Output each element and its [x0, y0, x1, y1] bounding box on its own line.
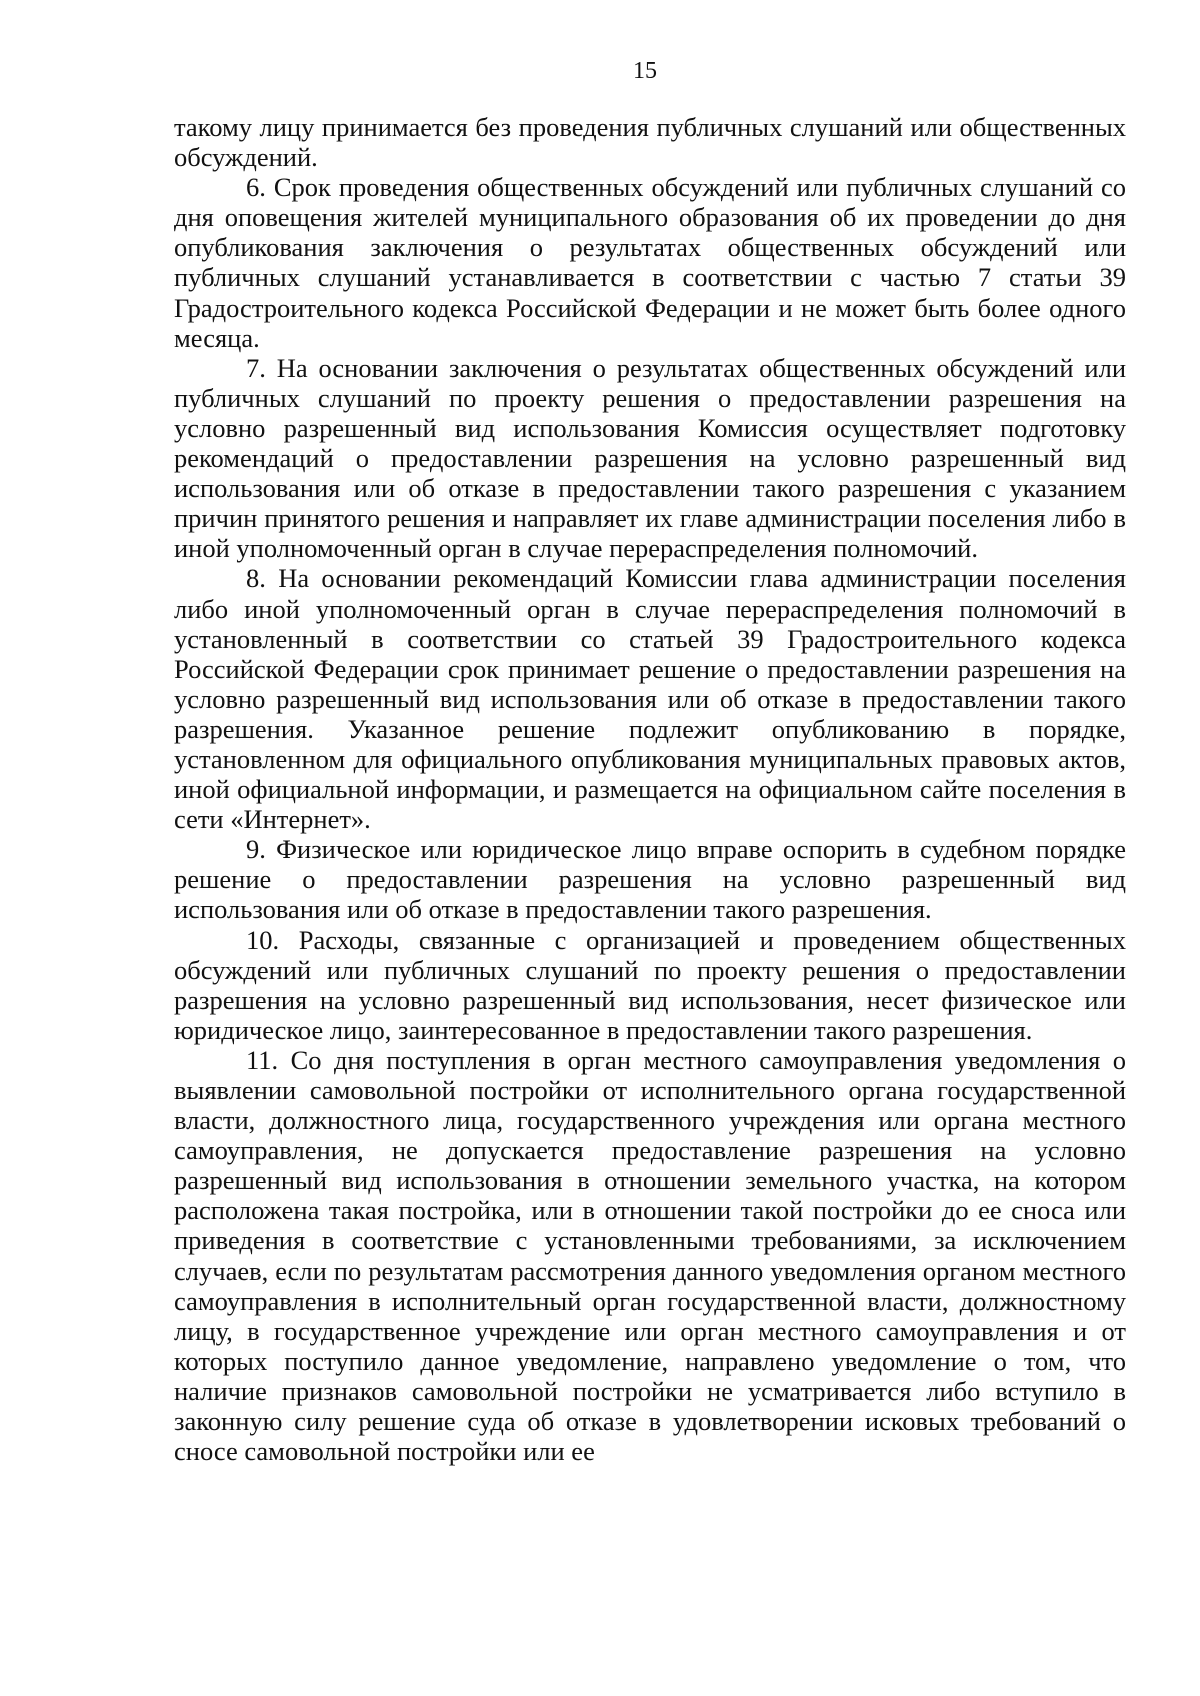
paragraph-7: 7. На основании заключения о результатах общественных обсуждений или публичных слушаний по проекту решения о предоставлении разрешения на условно разрешенный вид использования Комиссия осуществляет подготовку рекомендаций о предоставлении разрешения на условно разрешенный вид использования или об отказе в предоставлении такого разрешения с указанием причин принятого решения и направляет их главе администрации поселения либо в иной уполномоченный орган в случае перераспределения полномочий.	[174, 352, 1126, 564]
paragraph-8: 8. На основании рекомендаций Комиссии глава администрации поселения либо иной уполномоченный орган в случае перераспределения полномочий в установленный в соответствии со статьей 39 Градостроительного кодекса Российской Федерации срок принимает решение о предоставлении разрешения на условно разрешенный вид использования или об отказе в предоставлении такого разрешения. Указанное решение подлежит опубликованию в порядке, установленном для официального опубликования муниципальных правовых актов, иной официальной информации, и размещается на официальном сайте поселения в сети «Интернет».	[174, 563, 1126, 835]
paragraph-continuation: такому лицу принимается без проведения публичных слушаний или общественных обсуждений.	[174, 112, 1126, 173]
paragraph-11: 11. Со дня поступления в орган местного самоуправления уведомления о выявлении самовольной постройки от исполнительного органа государственной власти, должностного лица, государственного учреждения или органа местного самоуправления, не допускается предоставление разрешения на условно разрешенный вид использования в отношении земельного участка, на котором расположена такая постройка, или в отношении такой постройки до ее сноса или приведения в соответствие с установленными требованиями, за исключением случаев, если по результатам рассмотрения данного уведомления органом местного самоуправления в исполнительный орган государственной власти, должностному лицу, в государственное учреждение или орган местного самоуправления и от которых поступило данное уведомление, направлено уведомление о том, что наличие признаков самовольной постройки не усматривается либо вступило в законную силу решение суда об отказе в удовлетворении исковых требований о сносе самовольной постройки или ее	[174, 1044, 1126, 1467]
paragraph-6: 6. Срок проведения общественных обсуждений или публичных слушаний со дня оповещения жителей муниципального образования об их проведении до дня опубликования заключения о результатах общественных обсуждений или публичных слушаний устанавливается в соответствии с частью 7 статьи 39 Градостроительного кодекса Российской Федерации и не может быть более одного месяца.	[174, 172, 1126, 353]
page-number: 15	[633, 58, 657, 84]
document-body	[174, 112, 1126, 1466]
paragraph-10: 10. Расходы, связанные с организацией и проведением общественных обсуждений или публичных слушаний по проекту решения о предоставлении разрешения на условно разрешенный вид использования, несет физическое или юридическое лицо, заинтересованное в предоставлении такого разрешения.	[174, 924, 1126, 1045]
paragraph-9: 9. Физическое или юридическое лицо вправе оспорить в судебном порядке решение о предоставлении разрешения на условно разрешенный вид использования или об отказе в предоставлении такого разрешения.	[174, 834, 1126, 925]
